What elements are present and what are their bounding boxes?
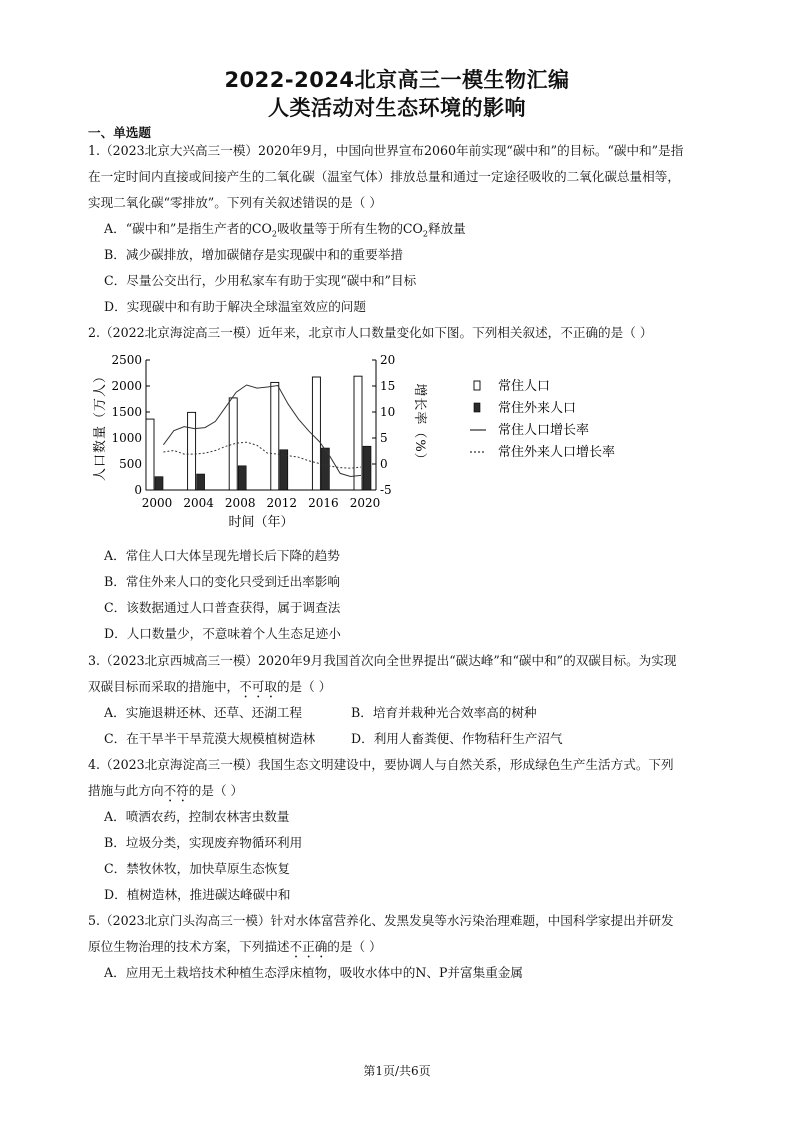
q3-option-c: C．在干旱半干旱荒漠大规模植树造林 xyxy=(104,731,316,746)
q4-option-d: D．植树造林，推进碳达峰碳中和 xyxy=(104,887,291,902)
bar-migrant xyxy=(363,446,371,490)
q4-stem-line1: 4.（2023北京海淀高三一模）我国生态文明建设中，要协调人与自然关系，形成绿色生产生活方式。下列 xyxy=(88,757,674,772)
y2-tick-label: 20 xyxy=(380,353,396,367)
x-tick-label: 2020 xyxy=(349,496,381,510)
q3-option-b: B．培育并栽种光合效率高的树种 xyxy=(351,705,537,720)
q4-stem-line2 xyxy=(88,780,243,805)
q5-stem-emphasis: 不正确 xyxy=(289,939,328,954)
legend-swatch-resident xyxy=(474,381,480,390)
doc-title-line2: 人类活动对生态环境的影响 xyxy=(268,96,526,120)
q1-option-d: D．实现碳中和有助于解决全球温室效应的问题 xyxy=(104,299,366,314)
q1-option-c: C．尽量公交出行，少用私家车有助于实现“碳中和”目标 xyxy=(104,273,417,288)
q2-stem-line1: 2.（2022北京海淀高三一模）近年来，北京市人口数量变化如下图。下列相关叙述，不正确的是（ ） xyxy=(88,325,653,340)
legend-label: 常住外来人口增长率 xyxy=(498,445,616,460)
y2-tick-label: 0 xyxy=(380,457,388,471)
q4-option-b: B．垃圾分类，实现废弃物循环利用 xyxy=(104,835,303,850)
q1-option-a-mid: 吸收量等于所有生物的CO xyxy=(276,221,423,236)
q1-option-a xyxy=(104,218,466,239)
q4-option-c: C．禁牧休牧，加快草原生态恢复 xyxy=(104,861,290,876)
bar-migrant xyxy=(238,466,246,490)
q3-option-d: D．利用人畜粪便、作物秸秆生产沼气 xyxy=(351,731,563,746)
q3-stem-emphasis: 不可取 xyxy=(239,679,277,694)
y-tick-label: 2000 xyxy=(111,379,142,393)
y-tick-label: 500 xyxy=(119,457,142,471)
y-tick-label: 1000 xyxy=(111,431,142,445)
q1-option-a-sub1: 2 xyxy=(271,229,277,239)
q5-stem-pre: 原位生物治理的技术方案，下列描述 xyxy=(88,939,290,954)
x-tick-label: 2008 xyxy=(224,496,256,510)
q1-stem-line3: 实现二氧化碳“零排放”。下列有关叙述错误的是（ ） xyxy=(88,195,382,210)
x-tick-label: 2004 xyxy=(183,496,214,510)
bar-resident xyxy=(271,382,279,490)
q3-option-a: A．实施退耕还林、还草、还湖工程 xyxy=(104,705,303,720)
q4-stem-pre: 措施与此方向 xyxy=(88,783,164,798)
q4-option-a: A．喷洒农药，控制农林害虫数量 xyxy=(104,809,290,824)
chart-legend xyxy=(470,378,615,460)
chart-axes xyxy=(92,353,427,530)
q3-stem-line1: 3.（2023北京西城高三一模）2020年9月我国首次向全世界提出“碳达峰”和“碳中和”的双碳目标。为实现 xyxy=(88,653,677,668)
q3-stem-line2 xyxy=(88,676,331,701)
legend-label: 常住人口 xyxy=(498,379,551,394)
q1-stem-line1: 1.（2023北京大兴高三一模）2020年9月，中国向世界宣布2060年前实现“碳中和”的目标。“碳中和”是指 xyxy=(88,143,684,158)
legend-swatch-migrant xyxy=(474,403,480,412)
x-tick-label: 2000 xyxy=(141,496,173,510)
x-tick-label: 2012 xyxy=(266,496,298,510)
x-tick-label: 2016 xyxy=(308,496,339,510)
legend-label: 常住外来人口 xyxy=(498,401,577,416)
y-axis-label: 人口数量（万人） xyxy=(93,368,108,482)
q1-stem-line2: 在一定时间内直接或间接产生的二氧化碳（温室气体）排放总量和通过一定途径吸收的二氧化碳总量相等， xyxy=(88,169,680,184)
bar-resident xyxy=(188,412,196,490)
y2-tick-label: 5 xyxy=(380,431,388,445)
q5-stem-line1: 5.（2023北京门头沟高三一模）针对水体富营养化、发黑发臭等水污染治理难题，中国科学家提出并研发 xyxy=(88,913,674,928)
doc-title-line1: 2022-2024北京高三一模生物汇编 xyxy=(224,68,570,92)
page-footer: 第1页/共6页 xyxy=(363,1064,431,1078)
q1-option-a-post: 释放量 xyxy=(427,221,466,236)
q3-stem-post: 的是（ ） xyxy=(276,679,332,694)
q5-option-a: A．应用无土栽培技术种植生态浮床植物，吸收水体中的N、P并富集重金属 xyxy=(104,965,523,980)
section-title: 一、单选题 xyxy=(88,125,151,140)
q1-option-b: B．减少碳排放，增加碳储存是实现碳中和的重要举措 xyxy=(104,247,403,262)
q1-option-a-pre: A．“碳中和”是指生产者的CO xyxy=(104,221,272,236)
q4-stem-post: 的是（ ） xyxy=(188,783,244,798)
bar-resident xyxy=(312,377,320,490)
y2-axis-label: 增长率（%） xyxy=(412,383,427,467)
bar-resident xyxy=(146,419,154,490)
q2-option-b: B．常住外来人口的变化只受到迁出率影响 xyxy=(104,574,340,589)
q1-option-a-sub2: 2 xyxy=(422,229,428,239)
y-tick-label: 2500 xyxy=(111,353,142,367)
q2-option-a: A．常住人口大体呈现先增长后下降的趋势 xyxy=(104,548,340,563)
y2-tick-label: 15 xyxy=(380,379,396,393)
legend-label: 常住人口增长率 xyxy=(498,423,590,438)
q3-stem-pre: 双碳目标而采取的措施中， xyxy=(88,679,240,694)
q2-option-c: C．该数据通过人口普查获得，属于调查法 xyxy=(104,600,341,615)
q2-option-d: D．人口数量少，不意味着个人生态足迹小 xyxy=(104,626,341,641)
q4-stem-emphasis: 不符 xyxy=(163,783,189,798)
bar-resident xyxy=(354,376,362,490)
q5-stem-line2 xyxy=(88,936,382,961)
population-chart xyxy=(86,346,646,536)
x-axis-label: 时间（年） xyxy=(228,515,294,530)
chart-bars xyxy=(146,376,371,490)
y2-tick-label: -5 xyxy=(380,483,392,497)
bar-migrant xyxy=(155,477,163,490)
y2-tick-label: 10 xyxy=(380,405,396,419)
q5-stem-post: 的是（ ） xyxy=(327,939,382,954)
y-tick-label: 1500 xyxy=(111,405,142,419)
y-tick-label: 0 xyxy=(134,483,142,497)
bar-migrant xyxy=(197,474,205,490)
